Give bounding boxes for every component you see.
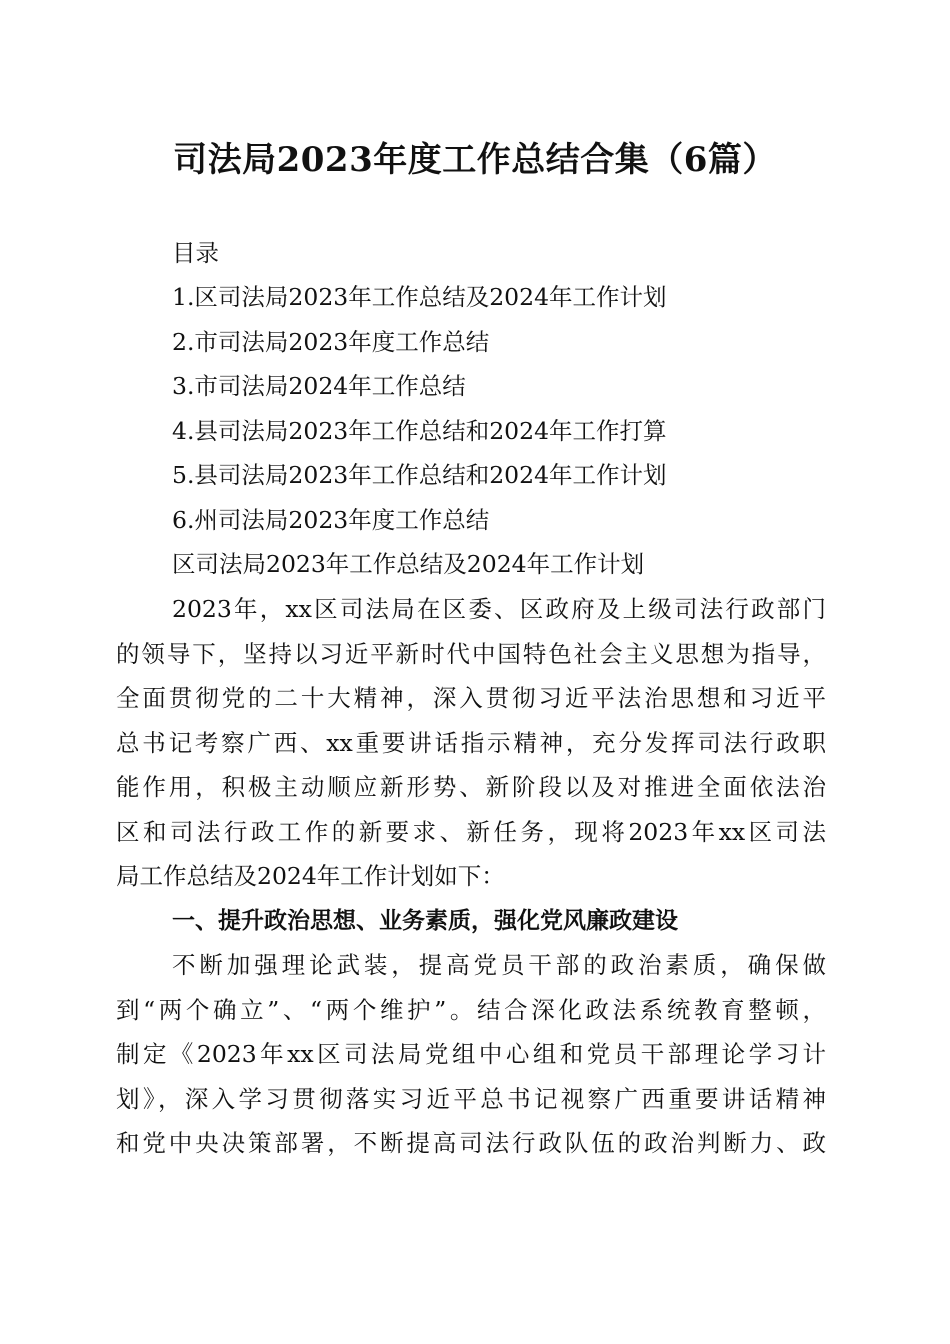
toc-item-6: 6.州司法局2023年度工作总结 [172, 506, 490, 534]
toc-item-1: 1.区司法局2023年工作总结及2024年工作计划 [172, 283, 667, 311]
section-1-heading: 一、提升政治思想、业务素质，强化党风廉政建设 [172, 908, 678, 934]
section-1-line-2: 到“两个确立”、“两个维护”。结合深化政法系统教育整顿， [116, 996, 826, 1024]
section-1-line-4: 划》，深入学习贯彻落实习近平总书记视察广西重要讲话精神 [116, 1085, 826, 1113]
article-title: 区司法局2023年工作总结及2024年工作计划 [172, 550, 645, 578]
intro-line-6: 区和司法行政工作的新要求、新任务，现将2023年xx区司法 [116, 818, 826, 846]
section-1-line-1: 不断加强理论武装，提高党员干部的政治素质，确保做 [172, 951, 826, 979]
intro-line-4: 总书记考察广西、xx重要讲话指示精神，充分发挥司法行政职 [116, 729, 826, 757]
intro-line-2: 的领导下，坚持以习近平新时代中国特色社会主义思想为指导， [116, 640, 826, 668]
section-1-line-5: 和党中央决策部署，不断提高司法行政队伍的政治判断力、政 [116, 1129, 826, 1157]
section-1-line-3: 制定《2023年xx区司法局党组中心组和党员干部理论学习计 [116, 1040, 826, 1068]
toc-heading: 目录 [172, 239, 219, 267]
intro-line-7: 局工作总结及2024年工作计划如下： [116, 862, 505, 890]
toc-item-3: 3.市司法局2024年工作总结 [172, 372, 466, 400]
toc-item-5: 5.县司法局2023年工作总结和2024年工作计划 [172, 461, 667, 489]
intro-line-5: 能作用，积极主动顺应新形势、新阶段以及对推进全面依法治 [116, 773, 826, 801]
toc-item-4: 4.县司法局2023年工作总结和2024年工作打算 [172, 417, 667, 445]
intro-line-1: 2023年，xx区司法局在区委、区政府及上级司法行政部门 [172, 595, 826, 623]
intro-line-3: 全面贯彻党的二十大精神，深入贯彻习近平法治思想和习近平 [116, 684, 826, 712]
toc-item-2: 2.市司法局2023年度工作总结 [172, 328, 490, 356]
document-title: 司法局2023年度工作总结合集（6篇） [173, 140, 777, 180]
